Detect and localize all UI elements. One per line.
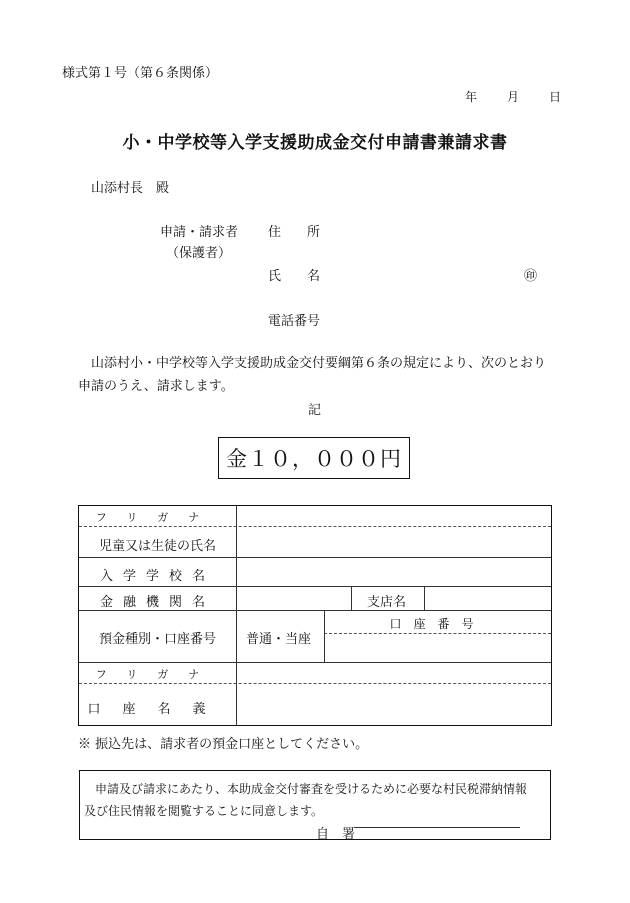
consent-box <box>79 770 551 840</box>
consent-line1: 申請及び請求にあたり、本助成金交付審査を受けるために必要な村民税滞納情報 <box>95 782 528 796</box>
ki-label: 記 <box>308 403 322 418</box>
signature-label: 自 署 <box>316 827 356 842</box>
date-month-label: 月 <box>507 90 520 104</box>
application-table <box>78 505 552 726</box>
page-title: 小・中学校等入学支援助成金交付申請書兼請求書 <box>122 133 508 153</box>
account-type-value: 普通・当座 <box>246 632 312 647</box>
name-label: 氏 名 <box>268 269 321 284</box>
amount-value: 金１０，０００円 <box>226 447 402 471</box>
label-column-divider <box>236 506 237 725</box>
row-divider <box>79 610 551 611</box>
branch-label: 支店名 <box>367 595 407 610</box>
applicant-role: 申請・請求者 <box>160 225 239 240</box>
account-type-number-label: 預金種別・口座番号 <box>98 632 216 647</box>
date-year-label: 年 <box>465 90 478 104</box>
form-number: 様式第１号（第６条関係） <box>62 66 219 81</box>
amount-box <box>218 437 410 479</box>
branch-divider-left <box>351 586 352 610</box>
school-name-label: 入学学校名 <box>99 569 215 584</box>
addressee: 山添村長 殿 <box>91 181 170 196</box>
consent-line2: 及び住民情報を閲覧することに同意します。 <box>84 804 324 818</box>
signature-line[interactable] <box>354 827 520 828</box>
row-divider <box>79 586 551 587</box>
date-day-label: 日 <box>549 90 562 104</box>
branch-divider-right <box>424 586 425 610</box>
address-label: 住 所 <box>268 225 321 240</box>
bank-name-label: 金融機関名 <box>99 595 215 610</box>
row-divider <box>79 662 551 663</box>
furigana-label-holder: フリガナ <box>95 668 220 681</box>
row-divider <box>79 526 551 527</box>
student-name-label: 児童又は生徒の氏名 <box>98 539 216 554</box>
row-divider <box>79 557 551 558</box>
seal-mark: ㊞ <box>524 269 538 284</box>
applicant-role-sub: （保護者） <box>166 246 232 261</box>
account-number-divider <box>324 633 551 634</box>
phone-label: 電話番号 <box>268 314 321 329</box>
row-divider <box>79 683 551 684</box>
account-holder-label: 口座名義 <box>87 702 228 717</box>
transfer-note: ※ 振込先は、請求者の預金口座としてください。 <box>78 737 369 752</box>
account-number-label: 口座番号 <box>389 617 486 631</box>
body-text-line2: 申請のうえ、請求します。 <box>78 379 234 394</box>
body-text-line1: 山添村小・中学校等入学支援助成金交付要綱第６条の規定により、次のとおり <box>91 356 547 371</box>
furigana-label-student: フリガナ <box>95 511 220 524</box>
